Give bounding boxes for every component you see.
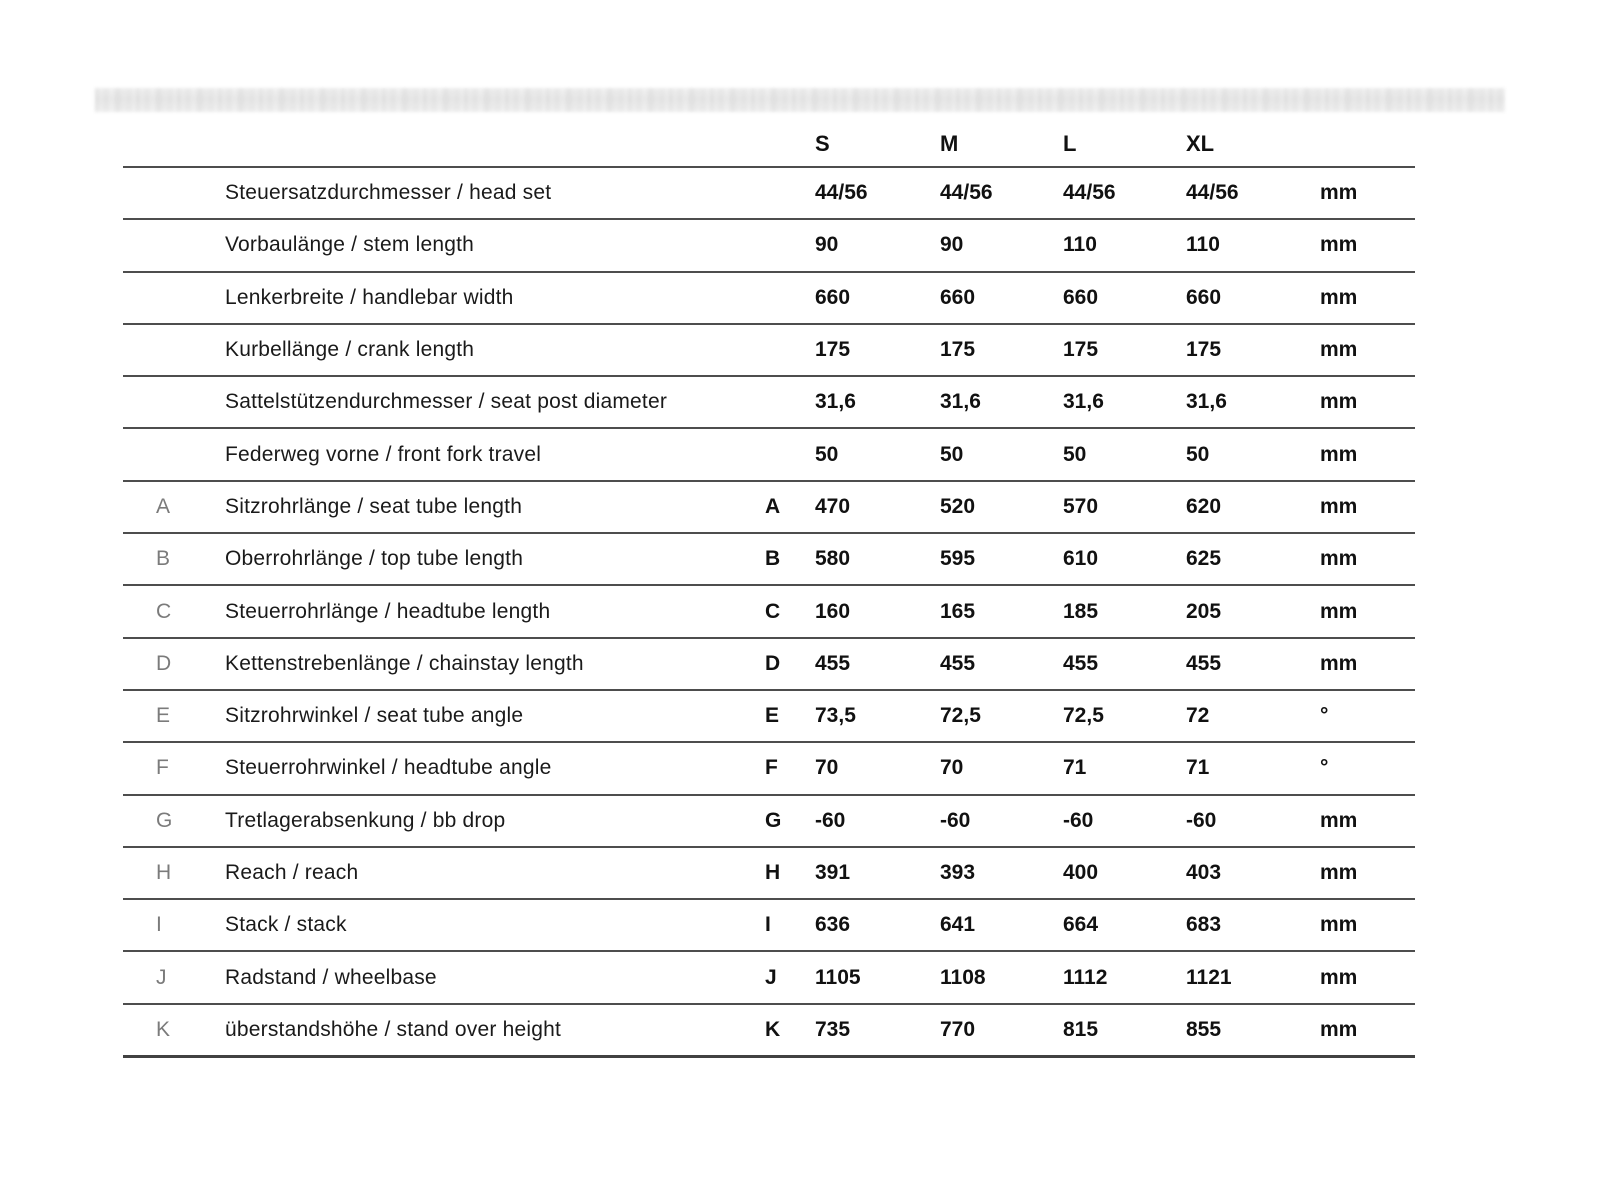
row-label: Federweg vorne / front fork travel [225, 442, 542, 466]
row-value-m: 44/56 [940, 181, 993, 205]
row-unit: ° [1320, 756, 1329, 780]
table-row [123, 271, 1415, 323]
row-letter-code: G [765, 808, 782, 832]
row-letter-code: K [765, 1017, 781, 1041]
row-label: Steuersatzdurchmesser / head set [225, 181, 552, 205]
row-value-l: 71 [1063, 756, 1087, 780]
row-value-s: 735 [815, 1017, 851, 1041]
row-value-s: 73,5 [815, 704, 856, 728]
row-value-xl: 855 [1186, 1017, 1222, 1041]
table-row [123, 427, 1415, 479]
row-value-xl: 50 [1186, 442, 1210, 466]
row-value-xl: -60 [1186, 808, 1217, 832]
row-letter-code-left: J [156, 965, 167, 989]
row-value-m: 393 [940, 861, 976, 884]
row-value-xl: 625 [1186, 547, 1222, 571]
row-value-s: 1105 [815, 965, 861, 989]
row-value-xl: 683 [1186, 913, 1222, 937]
row-value-l: 815 [1063, 1017, 1099, 1041]
row-label: Sitzrohrwinkel / seat tube angle [225, 704, 524, 728]
row-value-l: -60 [1063, 808, 1094, 832]
row-value-s: 31,6 [815, 390, 856, 414]
row-letter-code: D [765, 651, 781, 675]
row-value-m: 595 [940, 547, 976, 571]
row-value-m: 175 [940, 338, 976, 362]
row-unit: mm [1320, 965, 1358, 989]
row-value-m: 520 [940, 494, 976, 518]
column-header-s: S [815, 131, 830, 156]
row-value-l: 660 [1063, 285, 1099, 309]
row-letter-code: H [765, 861, 781, 884]
row-value-s: 175 [815, 338, 851, 362]
row-value-s: 660 [815, 285, 851, 309]
row-value-m: 70 [940, 756, 964, 780]
row-value-m: 72,5 [940, 704, 981, 728]
row-value-l: 72,5 [1063, 704, 1104, 728]
row-unit: mm [1320, 285, 1358, 309]
row-value-m: 1108 [940, 965, 986, 989]
row-letter-code-left: H [156, 861, 172, 884]
row-value-xl: 71 [1186, 756, 1210, 780]
row-value-m: 165 [940, 599, 976, 623]
row-value-xl: 110 [1186, 233, 1220, 257]
row-letter-code: C [765, 599, 781, 623]
row-unit: mm [1320, 808, 1358, 832]
row-value-l: 455 [1063, 651, 1099, 675]
row-label: Stack / stack [225, 913, 347, 937]
table-row [123, 689, 1415, 741]
table-row [123, 637, 1415, 689]
row-value-m: 641 [940, 913, 976, 937]
row-unit: mm [1320, 442, 1358, 466]
row-value-l: 400 [1063, 861, 1099, 884]
row-value-s: 90 [815, 233, 839, 257]
row-unit: mm [1320, 390, 1358, 414]
row-label: Reach / reach [225, 861, 359, 884]
row-label: Oberrohrlänge / top tube length [225, 547, 524, 571]
row-value-xl: 31,6 [1186, 390, 1227, 414]
row-label: Kurbellänge / crank length [225, 338, 475, 362]
row-value-xl: 620 [1186, 494, 1222, 518]
row-letter-code-left: A [156, 494, 171, 518]
table-row [123, 584, 1415, 636]
table-row [123, 794, 1415, 846]
row-value-xl: 455 [1186, 651, 1222, 675]
row-unit: ° [1320, 704, 1329, 728]
table-row [123, 375, 1415, 427]
column-header-xl: XL [1186, 131, 1215, 156]
row-value-s: 50 [815, 442, 839, 466]
table-row [123, 1003, 1415, 1058]
row-letter-code-left: I [156, 913, 162, 937]
row-value-l: 1112 [1063, 965, 1108, 989]
table-header-row [123, 122, 1415, 166]
table-row [123, 950, 1415, 1002]
row-value-xl: 72 [1186, 704, 1210, 728]
table-body [123, 166, 1415, 1058]
row-unit: mm [1320, 651, 1358, 675]
row-letter-code-left: B [156, 547, 171, 571]
column-header-l: L [1063, 131, 1077, 156]
row-label: Vorbaulänge / stem length [225, 233, 475, 257]
row-label: überstandshöhe / stand over height [225, 1017, 562, 1041]
row-label: Sitzrohrlänge / seat tube length [225, 494, 523, 518]
row-value-m: 90 [940, 233, 964, 257]
row-value-m: 50 [940, 442, 964, 466]
row-letter-code-left: F [156, 756, 169, 780]
table-row [123, 323, 1415, 375]
row-unit: mm [1320, 1017, 1358, 1041]
row-value-l: 610 [1063, 547, 1099, 571]
table-row [123, 532, 1415, 584]
row-label: Sattelstützendurchmesser / seat post diameter [225, 390, 668, 414]
row-value-s: 44/56 [815, 181, 868, 205]
row-letter-code-left: K [156, 1017, 171, 1041]
row-value-m: -60 [940, 808, 971, 832]
table-row [123, 846, 1415, 898]
row-letter-code-left: G [156, 808, 173, 832]
row-label: Steuerrohrlänge / headtube length [225, 599, 551, 623]
blurred-watermark-band [95, 88, 1505, 112]
row-value-s: -60 [815, 808, 846, 832]
row-value-xl: 44/56 [1186, 181, 1239, 205]
row-letter-code-left: C [156, 599, 172, 623]
row-value-s: 70 [815, 756, 839, 780]
row-unit: mm [1320, 338, 1358, 362]
row-label: Lenkerbreite / handlebar width [225, 285, 514, 309]
row-value-s: 160 [815, 599, 851, 623]
row-value-l: 50 [1063, 442, 1087, 466]
row-label: Radstand / wheelbase [225, 965, 437, 989]
row-letter-code-left: E [156, 704, 171, 728]
row-label: Kettenstrebenlänge / chainstay length [225, 651, 584, 675]
row-value-s: 636 [815, 913, 851, 937]
row-letter-code: B [765, 547, 781, 571]
row-value-l: 175 [1063, 338, 1099, 362]
row-value-xl: 1121 [1186, 965, 1232, 989]
row-unit: mm [1320, 913, 1358, 937]
row-value-m: 31,6 [940, 390, 981, 414]
bike-geometry-table [123, 122, 1415, 1058]
row-value-xl: 660 [1186, 285, 1222, 309]
table-row [123, 898, 1415, 950]
table-row [123, 480, 1415, 532]
row-value-s: 455 [815, 651, 851, 675]
row-value-l: 570 [1063, 494, 1099, 518]
row-letter-code: J [765, 965, 777, 989]
row-unit: mm [1320, 861, 1358, 884]
row-letter-code: F [765, 756, 778, 780]
row-value-xl: 205 [1186, 599, 1222, 623]
row-value-l: 664 [1063, 913, 1099, 937]
row-value-m: 770 [940, 1017, 976, 1041]
row-unit: mm [1320, 547, 1358, 571]
row-unit: mm [1320, 233, 1358, 257]
row-letter-code: E [765, 704, 780, 728]
row-letter-code-left: D [156, 651, 172, 675]
row-unit: mm [1320, 599, 1358, 623]
row-value-m: 455 [940, 651, 976, 675]
row-value-s: 580 [815, 547, 851, 571]
row-letter-code: A [765, 494, 781, 518]
row-value-s: 391 [815, 861, 851, 884]
row-label: Tretlagerabsenkung / bb drop [225, 808, 506, 832]
row-label: Steuerrohrwinkel / headtube angle [225, 756, 552, 780]
row-value-s: 470 [815, 494, 851, 518]
column-header-m: M [940, 131, 959, 156]
table-row [123, 741, 1415, 793]
table-row [123, 218, 1415, 270]
row-letter-code: I [765, 913, 771, 937]
row-unit: mm [1320, 181, 1358, 205]
table-row [123, 166, 1415, 218]
row-unit: mm [1320, 494, 1358, 518]
row-value-l: 31,6 [1063, 390, 1104, 414]
row-value-l: 110 [1063, 233, 1097, 257]
row-value-m: 660 [940, 285, 976, 309]
row-value-l: 44/56 [1063, 181, 1116, 205]
row-value-xl: 403 [1186, 861, 1222, 884]
row-value-l: 185 [1063, 599, 1099, 623]
row-value-xl: 175 [1186, 338, 1222, 362]
